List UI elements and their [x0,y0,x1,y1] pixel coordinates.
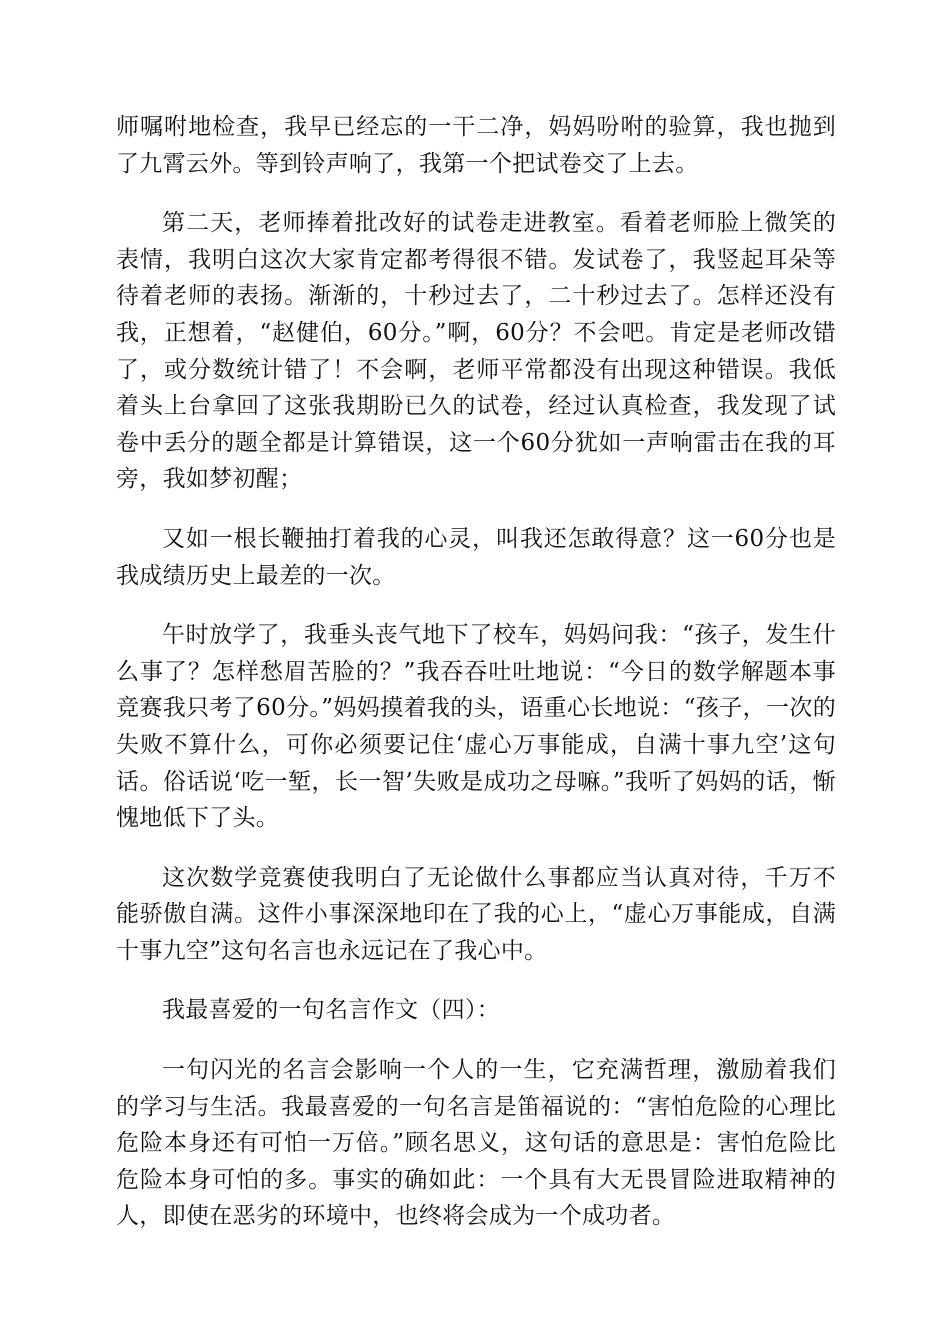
paragraph-test-results: 第二天，老师捧着批改好的试卷走进教室。看着老师脸上微笑的表情，我明白这次大家肯定都考得很不错。发试卷了，我竖起耳朵等待着老师的表扬。渐渐的，十秒过去了，二十秒过去了。怎样还没有我，正想着，“赵健伯，60分。”啊，60分？不会吧。肯定是老师改错了，或分数统计错了！不会啊，老师平常都没有出现这种错误。我低着头上台拿回了这张我期盼已久的试卷，经过认真检查，我发现了试卷中丢分的题全都是计算错误，这一个60分犹如一声响雷击在我的耳旁，我如梦初醒； [116,210,836,493]
paragraph-mother-talk: 午时放学了，我垂头丧气地下了校车，妈妈问我：“孩子，发生什么事了？怎样愁眉苦脸的？”我吞吞吐吐地说：“今日的数学解题本事竞赛我只考了60分。”妈妈摸着我的头，语重心长地说：“孩子，一次的失败不算什么，可你必须要记住‘虚心万事能成，自满十事九空’这句话。俗话说‘吃一堑，长一智’失败是成功之母嘛。”我听了妈妈的话，惭愧地低下了头。 [116,622,836,832]
paragraph-favorite-quote: 一句闪光的名言会影响一个人的一生，它充满哲理，激励着我们的学习与生活。我最喜爱的一句名言是笛福说的：“害怕危险的心理比危险本身还有可怕一万倍。”顾名思义，这句话的意思是：害怕危险比危险本身可怕的多。事实的确如此：一个具有大无畏冒险进取精神的人，即使在恶劣的环境中，也终将会成为一个成功者。 [116,1057,836,1230]
document-body [116,109,836,1258]
paragraph-lesson: 这次数学竞赛使我明白了无论做什么事都应当认真对待，千万不能骄傲自满。这件小事深深地印在了我的心上，“虚心万事能成，自满十事九空”这句名言也永远记在了我心中。 [116,864,836,964]
paragraph-whip-metaphor: 又如一根长鞭抽打着我的心灵，叫我还怎敢得意？这一60分也是我成绩历史上最差的一次。 [116,525,836,589]
paragraph-continuation: 师嘱咐地检查，我早已经忘的一干二净，妈妈吩咐的验算，我也抛到了九霄云外。等到铃声响了，我第一个把试卷交了上去。 [116,114,836,177]
section-heading: 我最喜爱的一句名言作文（四）： [162,997,500,1024]
